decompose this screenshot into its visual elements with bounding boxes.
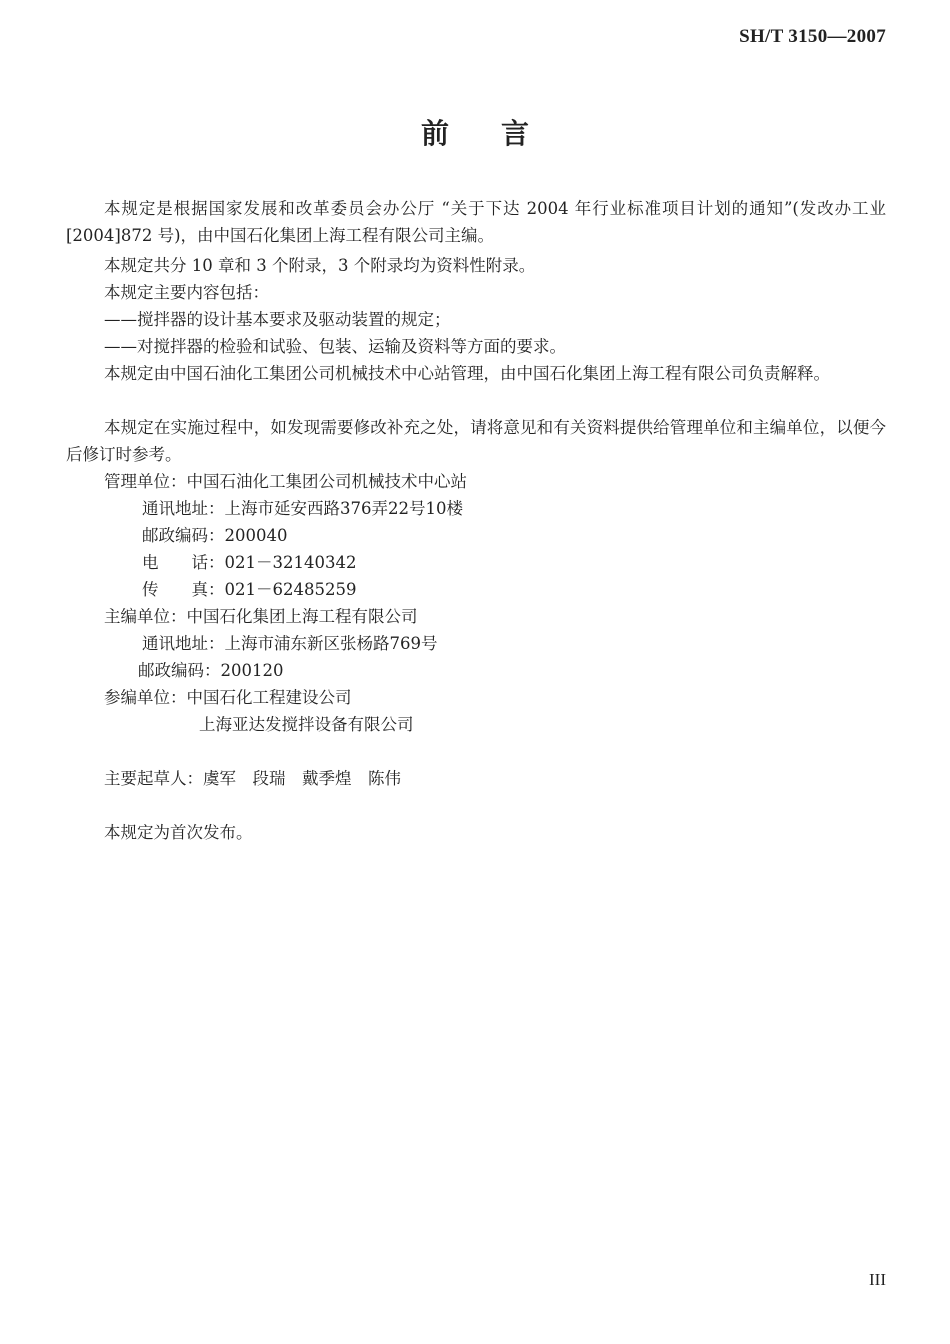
list-item-inspection: ——对搅拌器的检验和试验、包装、运输及资料等方面的要求。 <box>104 337 566 356</box>
paragraph-basis: 本规定是根据国家发展和改革委员会办公厅 “关于下达 2004 年行业标准项目计划的通知”(发改办工业[2004]872 号)，由中国石化集团上海工程有限公司主编。 <box>66 199 886 245</box>
editor-unit: 主编单位：中国石化集团上海工程有限公司 <box>104 607 418 626</box>
paragraph-management: 本规定由中国石油化工集团公司机械技术中心站管理，由中国石化集团上海工程有限公司负责解释。 <box>104 364 830 383</box>
management-unit: 管理单位：中国石油化工集团公司机械技术中心站 <box>104 472 467 491</box>
management-phone: 电 话：021－32140342 <box>142 553 357 572</box>
management-fax: 传 真：021－62485259 <box>142 580 357 599</box>
participant-unit-1: 参编单位：中国石化工程建设公司 <box>104 688 352 707</box>
standard-number: SH/T 3150—2007 <box>739 26 886 47</box>
management-postcode: 邮政编码：200040 <box>142 526 288 545</box>
list-item-design: ——搅拌器的设计基本要求及驱动装置的规定； <box>104 310 451 329</box>
paragraph-feedback: 本规定在实施过程中，如发现需要修改补充之处，请将意见和有关资料提供给管理单位和主编单位，以便今后修订时参考。 <box>66 418 886 464</box>
page-title: 前言 <box>420 117 581 150</box>
editor-address: 通讯地址：上海市浦东新区张杨路769号 <box>142 634 438 653</box>
first-release-note: 本规定为首次发布。 <box>104 823 253 842</box>
management-address: 通讯地址：上海市延安西路376弄22号10楼 <box>142 499 463 518</box>
paragraph-content-intro: 本规定主要内容包括： <box>104 283 269 302</box>
participant-unit-2: 上海亚达发搅拌设备有限公司 <box>199 715 414 734</box>
page-number: III <box>869 1270 886 1289</box>
paragraph-structure: 本规定共分 10 章和 3 个附录，3 个附录均为资料性附录。 <box>104 256 536 275</box>
editor-postcode: 邮政编码：200120 <box>138 661 284 680</box>
drafters: 主要起草人：虞军 段瑞 戴季煌 陈伟 <box>104 769 401 788</box>
